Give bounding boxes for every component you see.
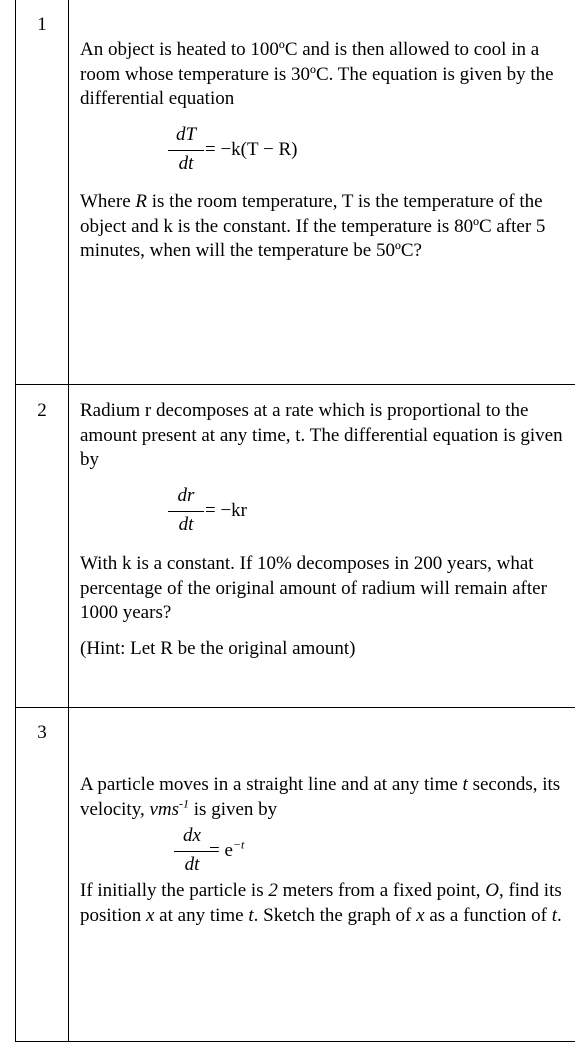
- equation-2-rhs: = −kr: [205, 500, 248, 521]
- problem-3-intro: A particle moves in a straight line and at any time t seconds, its velocity, vms$^{-1}$ is given by: [80, 774, 561, 820]
- equation-2-numerator: dr: [177, 485, 195, 506]
- column-divider: [68, 0, 69, 1042]
- equation-2-denominator: dt: [178, 514, 194, 535]
- equation-3-numerator: dx: [183, 825, 201, 846]
- equation-3-denominator: dt: [184, 854, 200, 875]
- problem-2-question: With k is a constant. If 10% decomposes in 200 years, what percentage of the original amount of radium will remain after 1000 years?: [80, 553, 547, 623]
- equation-2-fraction: [168, 485, 204, 536]
- problem-2-hint: (Hint: Let R be the original amount): [80, 638, 356, 659]
- problem-1-intro: An object is heated to 100ºC and is then allowed to cool in a room whose temperature is 30ºC. The equation is given by the differential equation: [80, 39, 554, 109]
- equation-1-denominator: dt: [178, 153, 194, 174]
- problem-2-intro: Radium r decomposes at a rate which is proportional to the amount present at any time, t. The differential equation is given by: [80, 400, 563, 470]
- equation-3-rhs: = $e^{-t}$: [209, 837, 245, 861]
- problem-number-1: 1: [37, 14, 47, 35]
- problem-3-question: If initially the particle is 2 meters from a fixed point, O, find its position x at any time t. Sketch the graph of x as a function of t.: [80, 880, 562, 926]
- equation-3-fraction: [174, 825, 210, 876]
- equation-1-fraction: [168, 124, 204, 175]
- problem-number-2: 2: [37, 400, 47, 421]
- row-divider-2: [15, 707, 575, 708]
- row-divider-1: [15, 384, 575, 385]
- problem-1-question: Where R is the room temperature, T is the temperature of the object and k is the constant. If the temperature is 80ºC after 5 minutes, when will the temperature be 50ºC?: [80, 191, 546, 261]
- problem-number-3: 3: [37, 722, 47, 743]
- equation-1-rhs: = −k(T − R): [205, 139, 298, 160]
- equation-1-numerator: dT: [175, 124, 197, 145]
